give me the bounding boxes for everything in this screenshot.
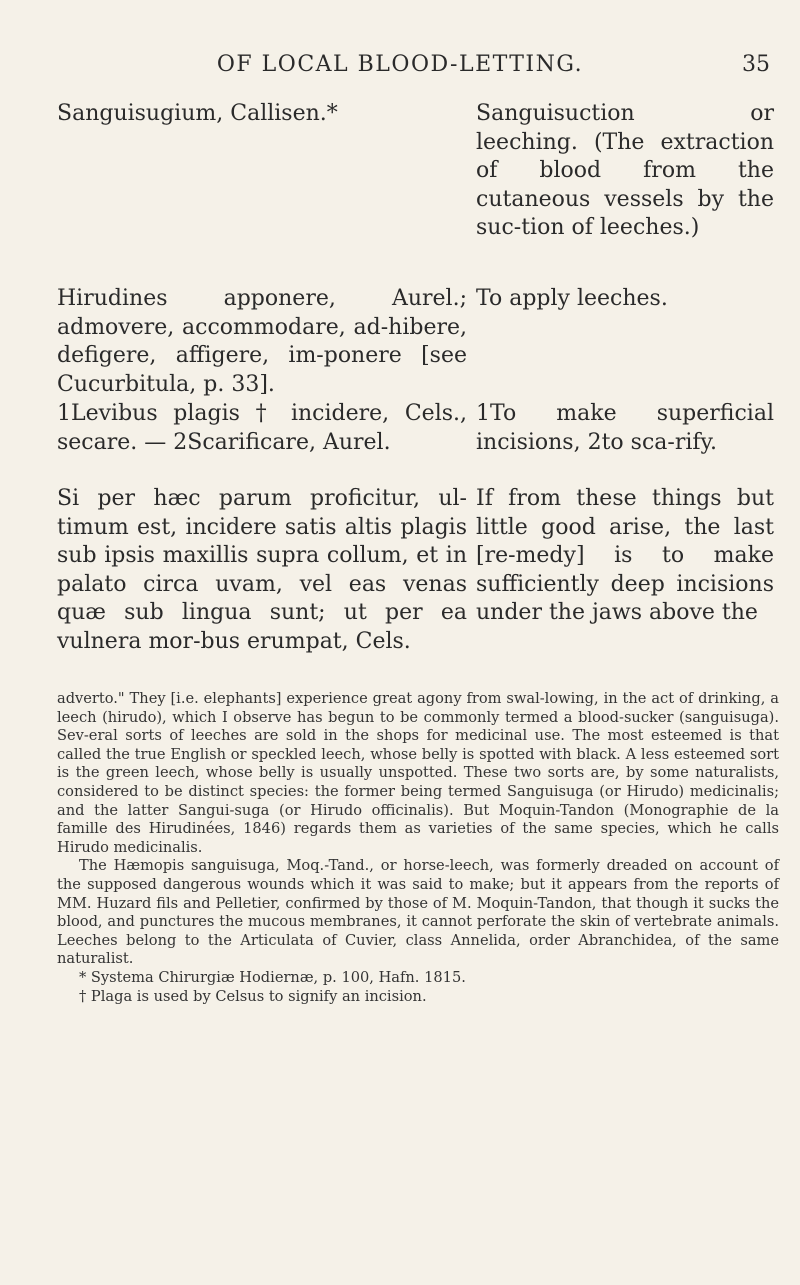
right-column-superficial [476, 400, 774, 457]
left-column-hirudines [57, 285, 467, 399]
entry-si-per: Si per hæc parum proficitur, ul-timum est, incidere satis altis plagis sub ipsis maxillis supra collum, et in palato circa uvam, vel eas venas quæ sub lingua sunt; ut per ea vulnera mor-bus erumpat, Cels. [57, 486, 467, 654]
left-column-levibus [57, 400, 467, 457]
footnote-dagger: † Plaga is used by Celsus to signify an incision. [79, 987, 427, 1005]
note-paragraph-1: adverto." They [i.e. elephants] experience great agony from swal-lowing, in the act of drinking, a leech (hirudo), which I observe has begun to be commonly termed a blood-sucker (sanguisuga). Sev-eral sorts of leeches are sold in the shops for medicinal use. The most esteemed is that called the true English or speckled leech, whose belly is spotted with black. A less esteemed sort is the green leech, whose belly is usually unspotted. These two sorts are, by some naturalists, considered to be distinct species: the former being termed Sanguisuga (or Hirudo) medicinalis; and the latter Sangui-suga (or Hirudo officinalis). But Moquin-Tandon (Monographie de la famille des Hirudinées, 1846) regards them as varieties of the same species, which he calls Hirudo medicinalis. [57, 690, 779, 856]
entry-levibus: 1Levibus plagis † incidere, Cels., secare. — 2Scarificare, Aurel. [57, 401, 467, 455]
running-title: OF LOCAL BLOOD-LETTING. [216, 52, 584, 77]
right-column-if-from [476, 485, 774, 628]
notes-section [57, 690, 779, 1006]
right-column-apply [476, 285, 774, 314]
translation-superficial: 1To make superficial incisions, 2to sca-rify. [476, 401, 774, 455]
entry-hirudines: Hirudines apponere, Aurel.; admovere, accommodare, ad-hibere, defigere, affigere, im-ponere [see Cucurbitula, p. 33]. [57, 286, 467, 397]
translation-apply: To apply leeches. [476, 286, 668, 311]
footnote-star: * Systema Chirurgiæ Hodiernæ, p. 100, Hafn. 1815. [79, 968, 466, 986]
translation-sanguisuction: Sanguisuction or leeching. (The extraction of blood from the cutaneous vessels by the suc-tion of leeches.) [476, 101, 774, 241]
entry-sanguisugium: Sanguisugium, Callisen.* [57, 101, 338, 126]
translation-if-from: If from these things but little good arise, the last [re-medy] is to make sufficiently deep incisions under the jaws above the [476, 486, 774, 626]
page-number: 35 [742, 52, 770, 77]
running-head [0, 46, 800, 86]
right-column [476, 100, 774, 243]
note-paragraph-2: The Hæmopis sanguisuga, Moq.-Tand., or horse-leech, was formerly dreaded on account of the supposed dangerous wounds which it was said to make; but it appears from the reports of MM. Huzard fils and Pelletier, confirmed by those of M. Moquin-Tandon, that though it sucks the blood, and punctures the mucous membranes, it cannot perforate the skin of vertebrate animals. Leeches belong to the Articulata of Cuvier, class Annelida, order Abranchidea, of the same naturalist. [57, 857, 779, 968]
left-column [57, 100, 467, 129]
left-column-si-per [57, 485, 467, 657]
